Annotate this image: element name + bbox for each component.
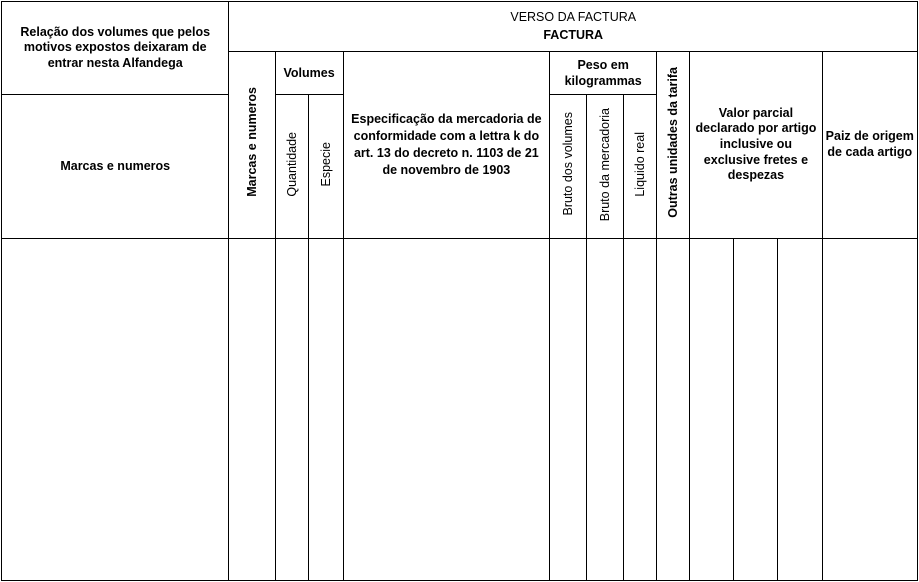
col-especificacao [343,51,549,238]
title-cell [229,2,918,52]
col-bruto-da-mercadoria [587,95,624,239]
cell-paiz-origem[interactable] [822,239,917,581]
cell-especificacao[interactable] [343,239,549,581]
col-valor-parcial [690,51,822,238]
title-line-1: VERSO DA FACTURA [510,9,637,24]
col-liquido-real [624,95,657,239]
cell-liquido-real[interactable] [624,239,657,581]
cell-valor-c[interactable] [778,239,822,581]
left-note-cell [2,2,229,95]
table-row [2,239,918,581]
col-valor-parcial-label: Valor parcial declarado por artigo inclusive ou exclusive fretes e despezas [695,105,817,183]
col-group-peso-label: Peso em kilogrammas [564,57,642,88]
title-line-2: FACTURA [543,28,604,43]
cell-marcas-wide[interactable] [2,239,229,581]
col-liquido-real-label: Liquido real [633,131,648,197]
col-outras-unidades [657,51,690,238]
cell-valor-b[interactable] [734,239,778,581]
col-group-volumes [275,51,343,95]
cell-bruto-volumes[interactable] [550,239,587,581]
cell-bruto-mercadoria[interactable] [587,239,624,581]
col-paiz-origem-label: Paiz de origem de cada artigo [825,129,914,159]
cell-marcas-vertical[interactable] [229,239,275,581]
col-especie-label: Especie [318,141,333,187]
title-row [2,2,918,52]
col-quantidade [275,95,308,239]
col-group-volumes-label: Volumes [283,65,335,80]
col-outras-unidades-label: Outras unidades da tarifa [666,66,681,218]
cell-quantidade[interactable] [275,239,308,581]
col-especificacao-label: Especificação da mercadoria de conformidade com a lettra k do art. 13 do decreto n. 1103 de 21 de novembro de 1903 [351,112,542,177]
cell-especie[interactable] [308,239,343,581]
col-bruto-da-mercadoria-label: Bruto da mercadoria [598,107,613,221]
col-especie [308,95,343,239]
col-marcas-numeros-vertical-label: Marcas e numeros [244,87,259,198]
col-marcas-numeros-wide [2,95,229,239]
col-bruto-dos-volumes-label: Bruto dos volumes [561,112,576,216]
col-marcas-numeros-wide-label: Marcas e numeros [60,158,171,173]
col-marcas-numeros-vertical [229,51,275,238]
col-paiz-origem [822,51,917,238]
col-group-peso [550,51,657,95]
col-bruto-dos-volumes [550,95,587,239]
left-note-text: Relação dos volumes que pelos motivos expostos deixaram de entrar nesta Alfandega [20,24,211,70]
cell-valor-a[interactable] [690,239,734,581]
customs-invoice-table [1,1,918,581]
cell-outras-unidades[interactable] [657,239,690,581]
col-quantidade-label: Quantidade [284,131,299,197]
